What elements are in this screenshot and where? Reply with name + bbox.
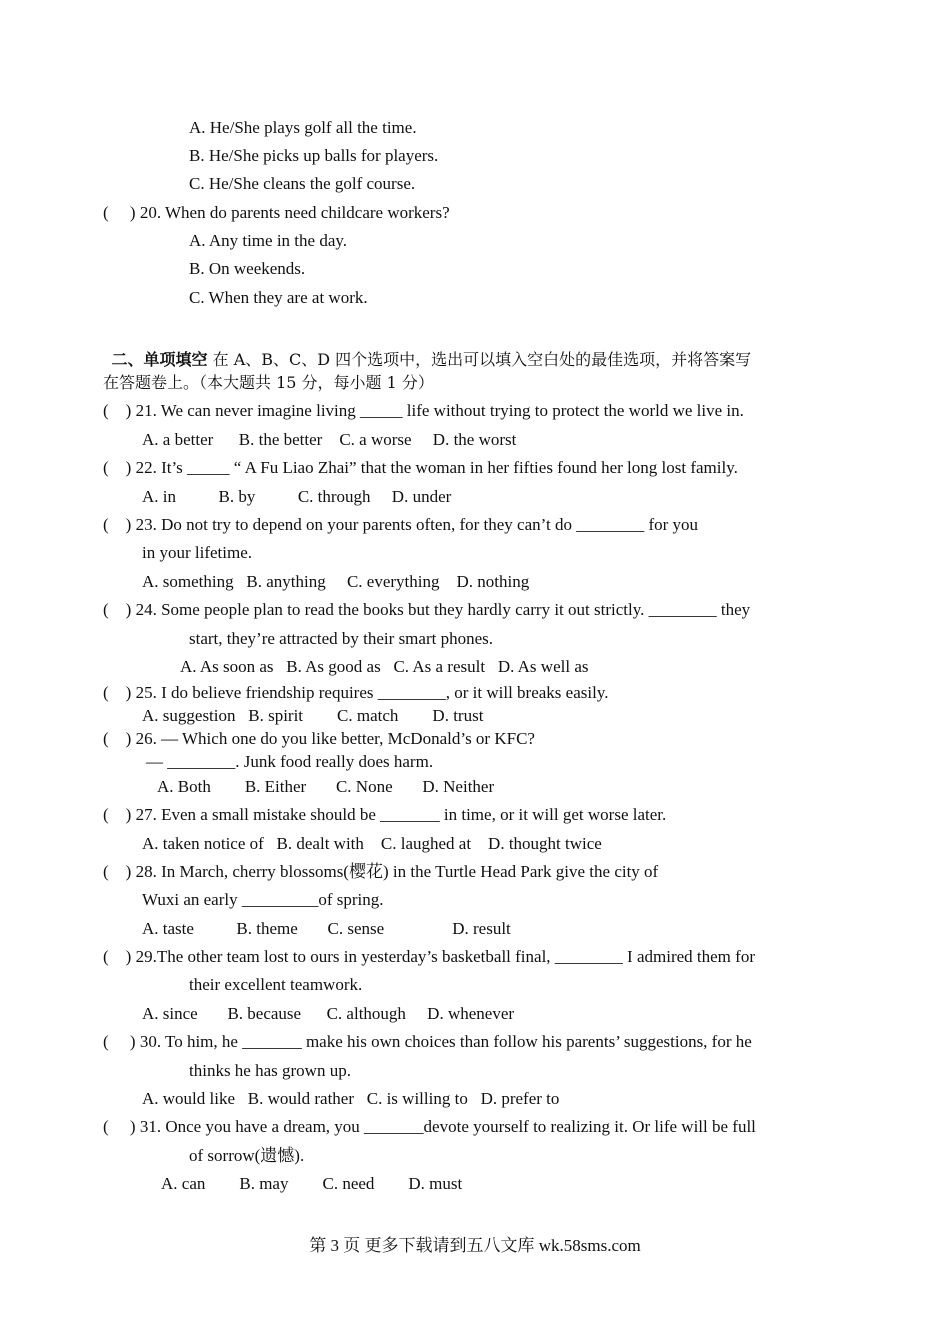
q24-stem-cont: start, they’re attracted by their smart phones. [189,629,493,648]
q31-options: A. can B. may C. need D. must [161,1174,463,1193]
q31-stem: ( ) 31. Once you have a dream, you _______devote yourself to realizing it. Or life will be full [103,1117,756,1136]
q20-option-a: A. Any time in the day. [189,231,348,250]
q24-options: A. As soon as B. As good as C. As a result D. As well as [180,657,589,676]
q19-option-a: A. He/She plays golf all the time. [189,118,417,137]
q31-stem-cont: of sorrow(遗憾). [189,1146,305,1165]
q28-stem: ( ) 28. In March, cherry blossoms(樱花) in the Turtle Head Park give the city of [103,862,659,881]
q20-stem: ( ) 20. When do parents need childcare workers? [103,203,450,222]
q26-options: A. Both B. Either C. None D. Neither [157,777,495,796]
q25-stem: ( ) 25. I do believe friendship requires ________, or it will breaks easily. [103,683,609,702]
q25-options: A. suggestion B. spirit C. match D. trust [142,706,484,725]
q29-options: A. since B. because C. although D. whenever [142,1004,515,1023]
section-header [103,330,751,370]
q20-option-c: C. When they are at work. [189,288,368,307]
q19-option-b: B. He/She picks up balls for players. [189,146,439,165]
q27-options: A. taken notice of B. dealt with C. laughed at D. thought twice [142,834,602,853]
section-title: 二、单项填空 [111,350,208,369]
q22-options: A. in B. by C. through D. under [142,487,452,506]
q29-stem: ( ) 29.The other team lost to ours in yesterday’s basketball final, ________ I admired them for [103,947,755,966]
q28-stem-cont: Wuxi an early _________of spring. [142,890,384,909]
q27-stem: ( ) 27. Even a small mistake should be _______ in time, or it will get worse later. [103,805,667,824]
q28-options: A. taste B. theme C. sense D. result [142,919,511,938]
q21-options: A. a better B. the better C. a worse D. the worst [142,430,517,449]
q29-stem-cont: their excellent teamwork. [189,975,363,994]
q23-stem-cont: in your lifetime. [142,543,253,562]
q26-stem: ( ) 26. — Which one do you like better, McDonald’s or KFC? [103,729,535,748]
q30-stem: ( ) 30. To him, he _______ make his own choices than follow his parents’ suggestions, for he [103,1032,752,1051]
q22-stem: ( ) 22. It’s _____ “ A Fu Liao Zhai” that the woman in her fifties found her long lost family. [103,458,738,477]
q26-stem-cont: — ________. Junk food really does harm. [146,752,434,771]
q23-options: A. something B. anything C. everything D. nothing [142,572,530,591]
q19-option-c: C. He/She cleans the golf course. [189,174,416,193]
q30-options: A. would like B. would rather C. is willing to D. prefer to [142,1089,560,1108]
page-footer: 第 3 页 更多下载请到五八文库 wk.58sms.com [309,1236,641,1255]
q20-option-b: B. On weekends. [189,259,306,278]
q21-stem: ( ) 21. We can never imagine living _____ life without trying to protect the world we live in. [103,401,744,420]
q23-stem: ( ) 23. Do not try to depend on your parents often, for they can’t do ________ for you [103,515,699,534]
q30-stem-cont: thinks he has grown up. [189,1061,351,1080]
section-instruction-1: 在 A、B、C、D 四个选项中，选出可以填入空白处的最佳选项，并将答案写 [207,350,752,369]
q24-stem: ( ) 24. Some people plan to read the books but they hardly carry it out strictly. ________ they [103,600,751,619]
section-instruction-2: 在答题卷上。（本大题共 15 分，每小题 1 分） [103,373,434,392]
